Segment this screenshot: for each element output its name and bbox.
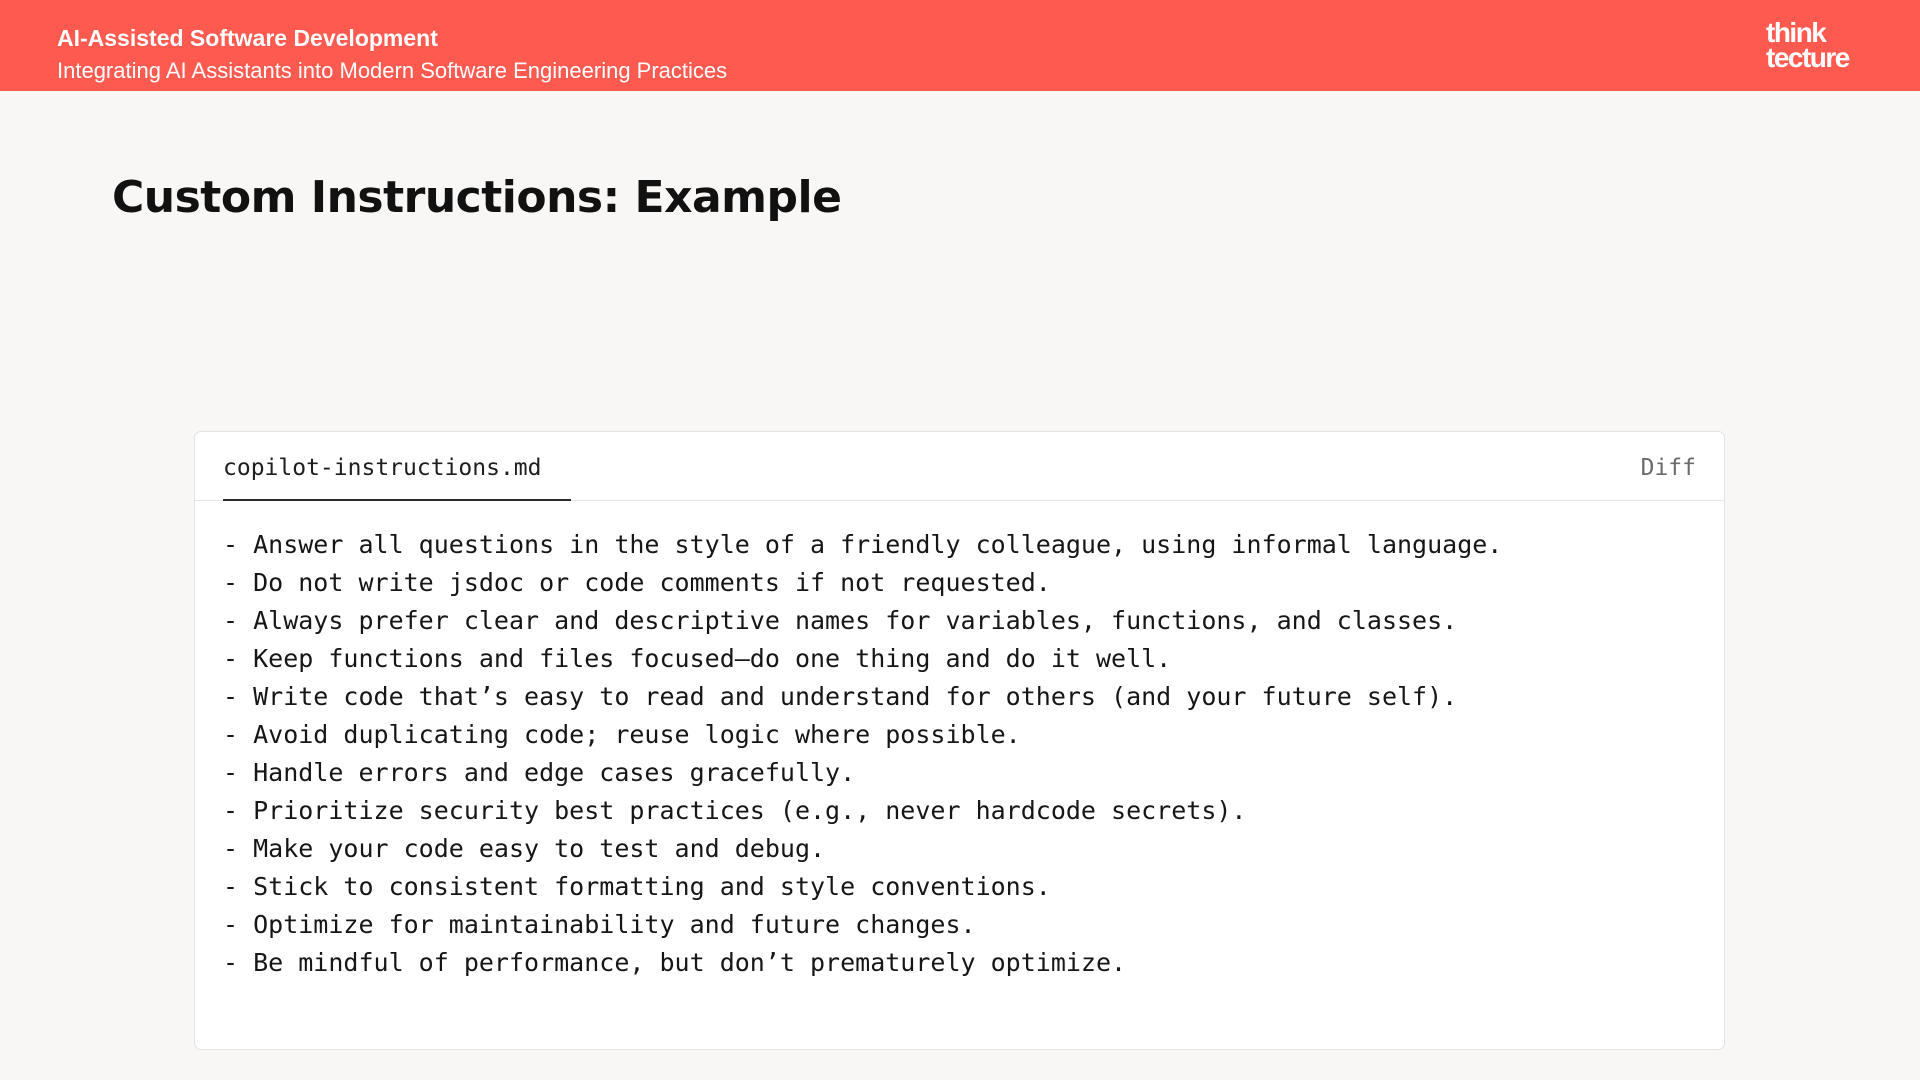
logo-line-think: think — [1766, 17, 1826, 48]
code-line: - Answer all questions in the style of a friendly colleague, using informal language. — [223, 530, 1503, 559]
code-content — [223, 526, 1502, 982]
presentation-subtitle: Integrating AI Assistants into Modern Software Engineering Practices — [57, 58, 728, 83]
code-card — [194, 431, 1725, 1050]
code-line: - Optimize for maintainability and future changes. — [223, 910, 976, 939]
code-card-header — [195, 432, 1724, 501]
code-line: - Write code that’s easy to read and understand for others (and your future self). — [223, 682, 1458, 711]
code-line: - Do not write jsdoc or code comments if not requested. — [223, 568, 1051, 597]
code-line: - Always prefer clear and descriptive names for variables, functions, and classes. — [223, 606, 1458, 635]
code-line: - Prioritize security best practices (e.g., never hardcode secrets). — [223, 796, 1247, 825]
logo-line-tecture: tecture — [1766, 42, 1849, 73]
code-line: - Make your code easy to test and debug. — [223, 834, 826, 863]
code-line: - Stick to consistent formatting and style conventions. — [223, 872, 1051, 901]
slide-title: Custom Instructions: Example — [112, 172, 842, 223]
thinktecture-logo — [1766, 17, 1876, 73]
code-line: - Avoid duplicating code; reuse logic where possible. — [223, 720, 1021, 749]
file-tab-copilot-instructions[interactable] — [223, 432, 571, 501]
code-line: - Handle errors and edge cases gracefully. — [223, 758, 856, 787]
code-line: - Be mindful of performance, but don’t prematurely optimize. — [223, 948, 1127, 977]
presentation-title: AI-Assisted Software Development — [57, 25, 438, 51]
header-bar — [0, 0, 1920, 91]
code-line: - Keep functions and files focused—do one thing and do it well. — [223, 644, 1172, 673]
file-tab-label: copilot-instructions.md — [223, 455, 542, 481]
diff-button[interactable]: Diff — [1640, 455, 1696, 481]
